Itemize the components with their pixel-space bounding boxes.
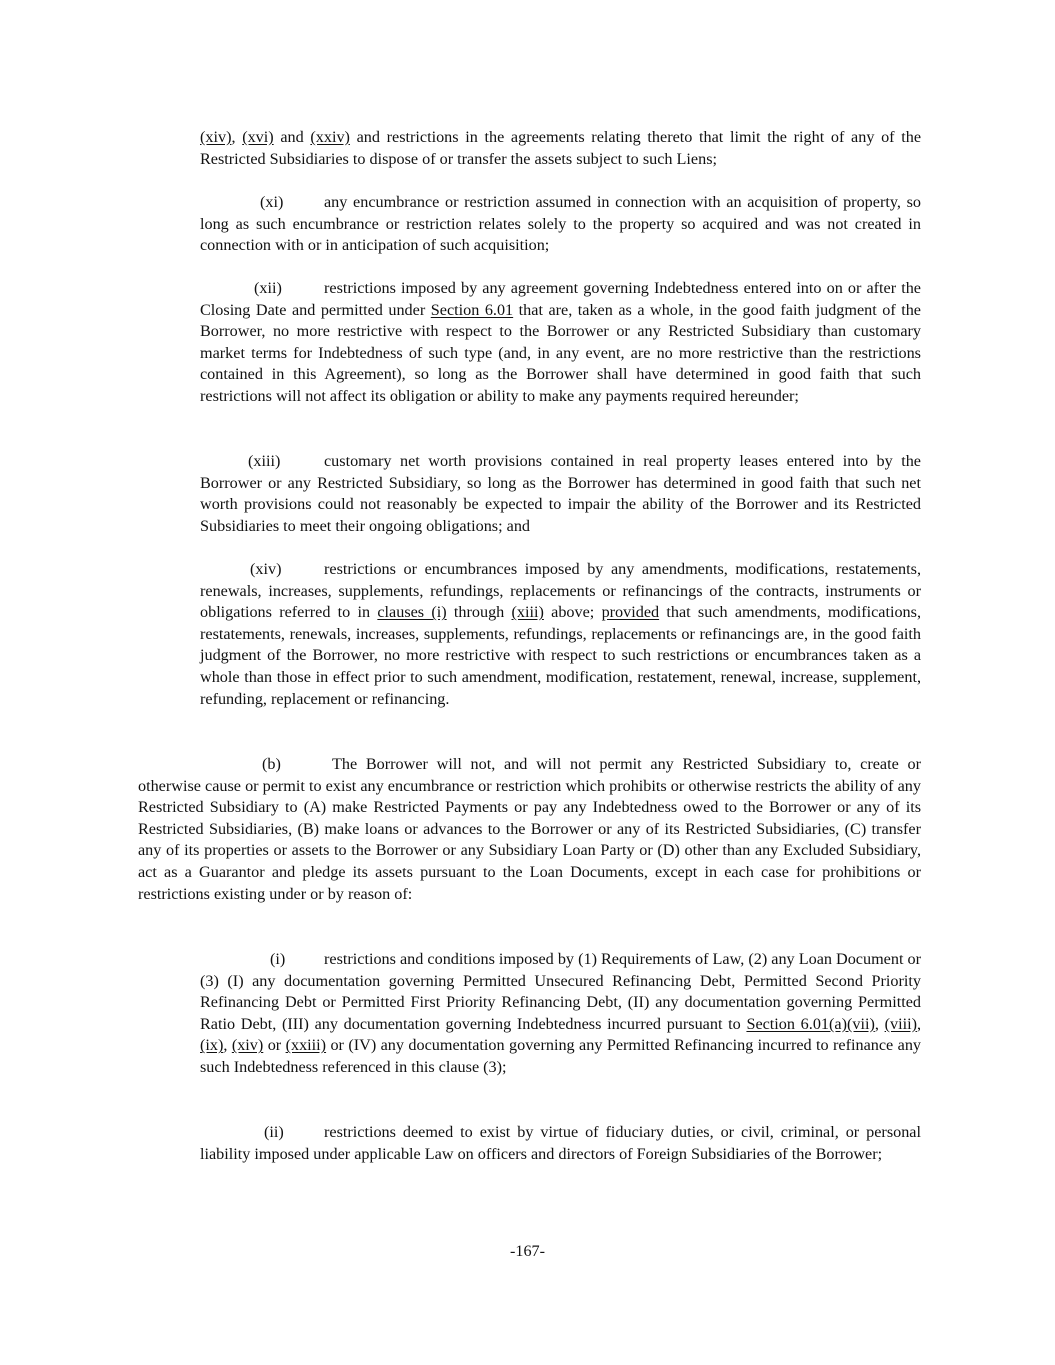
clause-ref-ix: (ix) [200, 1036, 224, 1055]
clause-xiv: (xiv) restrictions or encumbrances imposed by any amendments, modifications, restatements, renewals, increases, supplements, refundings, replacements or refinancings of the contracts, instruments or obligations referred to in clauses (i) through (xiii) above; provided that such amendments, modifications, restatements, renewals, increases, supplements, refundings, replacements or refinancings are, in the good faith judgment of the Borrower, no more restrictive with respect to such restrictions or encumbrances taken as a whole than those in effect prior to such amendment, modification, restatement, renewal, increase, supplement, refunding, replacement or refinancing. [200, 560, 921, 708]
section-number: (b) [262, 755, 281, 773]
clause-text: restrictions and conditions imposed by (1) Requirements of Law, (2) any Loan Document or (3) (I) any documentation governing Permitted Unsecured Refinancing Debt, Permitted Second Priority Refinancing Debt or Permitted First Priority Refinancing Debt, (II) any documentation governing Permitted Ratio Debt, (III) any documentation governing Indebtedness incurred pursuant to [200, 950, 921, 1033]
section-ref: Section 6.01 [430, 300, 514, 319]
clause-ref-xxiii: (xxiii) [285, 1036, 327, 1055]
clause-ref-xiv: (xiv) [200, 128, 232, 146]
clause-number: (ii) [264, 1123, 284, 1141]
section-ref: Section 6.01(a)(vii) [746, 1014, 875, 1033]
clause-text: restrictions deemed to exist by virtue of fiduciary duties, or civil, criminal, or personal liability imposed under applicable Law on officers and directors of Foreign Subsidiaries of the Borrower; [200, 1123, 921, 1163]
clause-number: (xiv) [250, 560, 282, 578]
clause-ref-xxiv: (xxiv) [310, 128, 350, 146]
clause-text: restrictions imposed by any agreement governing Indebtedness entered into on or after the Closing Date and permitted under [200, 279, 921, 319]
clause-ref-viii: (viii) [884, 1014, 917, 1033]
clause-number: (xii) [254, 279, 282, 297]
clause-xii: (xii) restrictions imposed by any agreement governing Indebtedness entered into on or after the Closing Date and permitted under Section 6.01 that are, taken as a whole, in the good faith judgment of the Borrower, no more restrictive with respect to the Borrower or any Restricted Subsidiary than customary market terms for Indebtedness of such type (and, in any event, are no more restrictive than the restrictions contained in this Agreement), so long as the Borrower shall have determined in good faith that such restrictions will not affect its obligation or ability to make any payments required hereunder; [200, 279, 921, 405]
clause-xi [200, 192, 921, 257]
clause-number: (xi) [260, 193, 284, 211]
clause-text: restrictions or encumbrances imposed by any amendments, modifications, restatements, renewals, increases, supplements, refundings, replacements or refinancings of the contracts, instruments or obligations referred to in [200, 560, 921, 622]
clause-ref-i: clauses (i) [377, 603, 447, 622]
clause-xiii [200, 451, 921, 537]
clause-ref-xvi: (xvi) [242, 128, 274, 146]
page-number: -167- [509, 1242, 546, 1260]
provided-term: provided [601, 603, 660, 622]
clause-ii [200, 1122, 921, 1165]
clause-number: (xiii) [248, 452, 281, 470]
clause-ref-xiii: (xiii) [511, 603, 544, 622]
clause-ref-xiv: (xiv) [231, 1036, 264, 1055]
clause-number: (i) [270, 950, 286, 968]
clause-i: (i) restrictions and conditions imposed by (1) Requirements of Law, (2) any Loan Document or (3) (I) any documentation governing Permitted Unsecured Refinancing Debt, Permitted Second Priority Refinancing Debt or Permitted First Priority Refinancing Debt, (II) any documentation governing Permitted Ratio Debt, (III) any documentation governing Indebtedness incurred pursuant to Section 6.01(a)(vii), (viii), (ix), (xiv) or (xxiii) or (IV) any documentation governing any Permitted Refinancing incurred to refinance any such Indebtedness referenced in this clause (3); [200, 950, 922, 1076]
section-text: The Borrower will not, and will not permit any Restricted Subsidiary to, create or otherwise cause or permit to exist any encumbrance or restriction which prohibits or otherwise restricts the ability of any Restricted Subsidiary to (A) make Restricted Payments or pay any Indebtedness owed to the Borrower or any of its Restricted Subsidiaries, (B) make loans or advances to the Borrower or any of its Restricted Subsidiaries, (C) transfer any of its properties or assets to the Borrower or any Subsidiary Loan Party or (D) other than any Excluded Subsidiary, act as a Guarantor and pledge its assets pursuant to the Loan Documents, except in each case for prohibitions or restrictions existing under or by reason of: [138, 755, 921, 903]
clause-text: customary net worth provisions contained in real property leases entered into by the Borrower or any Restricted Subsidiary, so long as the Borrower has determined in good faith that such net worth provisions could not reasonably be expected to impair the ability of the Borrower and its Restricted Subsidiaries to meet their ongoing obligations; and [200, 452, 921, 535]
paragraph-continuation: (xiv), (xvi) and (xxiv) and restrictions in the agreements relating thereto that limit the right of any of the Restricted Subsidiaries to dispose of or transfer the assets subject to such Liens; [200, 128, 922, 168]
section-b [138, 754, 921, 905]
clause-text: any encumbrance or restriction assumed in connection with an acquisition of property, so long as such encumbrance or restriction relates solely to the property so acquired and was not created in connection with or in anticipation of such acquisition; [200, 193, 921, 255]
